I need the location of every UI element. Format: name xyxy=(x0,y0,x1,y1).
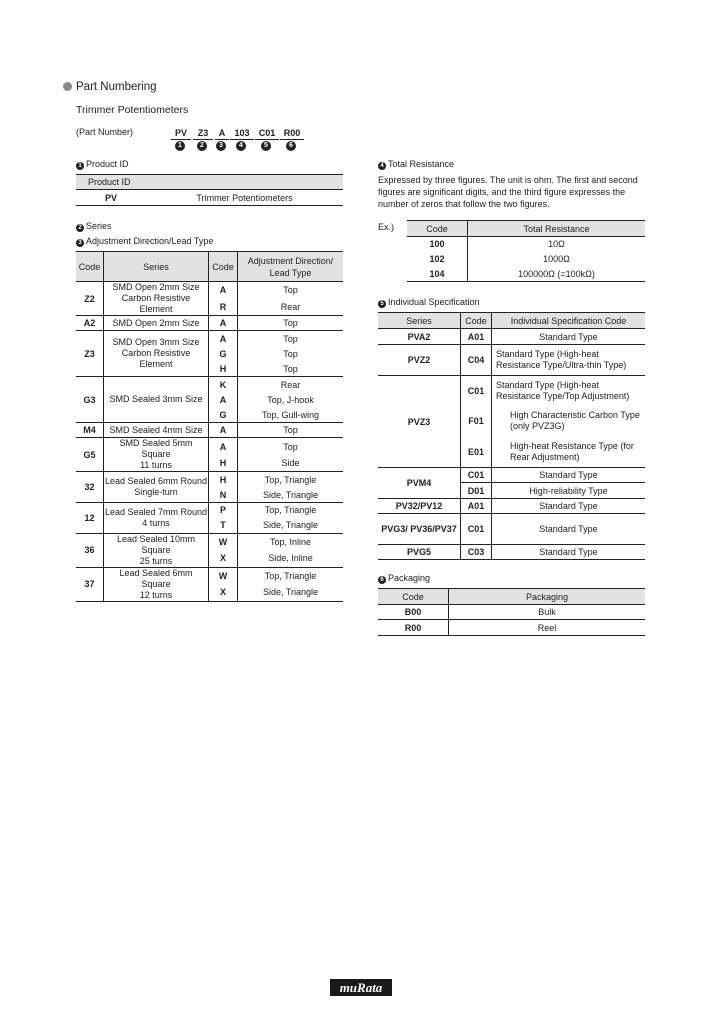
adj-code: K xyxy=(209,377,238,392)
adj-code: H xyxy=(209,455,238,472)
adj-code: A xyxy=(209,282,238,299)
series-code: M4 xyxy=(83,425,96,436)
adj-title: 3 Adjustment Direction/Lead Type xyxy=(76,236,213,247)
product-id-title: 1 Product ID xyxy=(76,159,129,170)
series-code: A2 xyxy=(83,318,96,329)
col-code: Code xyxy=(76,252,104,282)
adj-direction: Top, Triangle xyxy=(238,472,344,487)
series-name: SMD Open 2mm Size Carbon Resistive Element xyxy=(104,282,209,316)
adj-direction: Side, Triangle xyxy=(238,518,344,533)
tr-value: 1000Ω xyxy=(468,252,646,267)
is-code: C03 xyxy=(461,545,492,560)
is-desc: Standard Type xyxy=(492,545,646,560)
table-row xyxy=(76,331,343,346)
is-code: D01 xyxy=(461,483,492,499)
pn-field-packaging: R00 xyxy=(280,128,304,140)
adj-code: G xyxy=(209,407,238,422)
adj-code: H xyxy=(209,361,238,376)
pn-field-product-id: PV xyxy=(171,128,191,140)
is-code: F01 xyxy=(461,406,492,437)
pk-col-packaging: Packaging xyxy=(449,589,646,605)
adj-code: A xyxy=(209,438,238,455)
adj-direction: Top xyxy=(238,361,344,376)
adj-direction: Top xyxy=(238,423,344,438)
is-series: PVA2 xyxy=(407,331,431,342)
is-desc: High Characteristic Carbon Type (only PVZ3G) xyxy=(492,406,646,437)
series-title: 2 Series xyxy=(76,221,112,232)
total-resistance-paragraph: Expressed by three figures. The unit is ohm. The first and second figures are significant digits, and the third figure expresses the number of zeros that follow the two figures. xyxy=(378,175,638,209)
pk-col-code: Code xyxy=(378,589,449,605)
packaging-title: 6 Packaging xyxy=(378,573,430,584)
series-code: G5 xyxy=(83,449,96,460)
series-name: SMD Open 2mm Size xyxy=(104,316,209,331)
series-name: Lead Sealed 6mm Square 12 turns xyxy=(104,567,209,601)
marker-4-icon: 4 xyxy=(378,162,386,170)
is-code: C01 xyxy=(461,514,492,545)
is-code: A01 xyxy=(461,329,492,345)
table-row xyxy=(76,282,343,299)
tr-code: 104 xyxy=(429,268,445,279)
table-row xyxy=(76,423,343,438)
series-name: Lead Sealed 7mm Round 4 turns xyxy=(104,502,209,533)
table-row xyxy=(76,502,343,517)
tr-value: 10Ω xyxy=(468,237,646,252)
adj-direction: Top, J-hook xyxy=(238,392,344,407)
table-row xyxy=(76,316,343,331)
series-name: SMD Sealed 5mm Square 11 turns xyxy=(104,438,209,472)
series-code: 37 xyxy=(84,579,95,590)
is-desc: Standard Type xyxy=(492,514,646,545)
adj-direction: Side xyxy=(238,455,344,472)
series-name: SMD Sealed 3mm Size xyxy=(104,377,209,423)
is-code: C04 xyxy=(461,345,492,376)
is-series: PVG5 xyxy=(406,547,431,557)
adj-code: G xyxy=(209,346,238,361)
is-col-series: Series xyxy=(378,313,461,329)
tr-code: 100 xyxy=(429,239,445,250)
is-desc: Standard Type (High-heat Resistance Type/Top Adjustment) xyxy=(492,376,646,406)
bullet-dot-icon xyxy=(63,82,72,91)
series-name: SMD Sealed 4mm Size xyxy=(104,423,209,438)
adj-code: W xyxy=(209,567,238,584)
adj-direction: Top xyxy=(238,346,344,361)
marker-1-icon: 1 xyxy=(76,162,84,170)
marker-1-icon: 1 xyxy=(175,141,185,151)
series-code: 36 xyxy=(84,545,95,556)
adj-code: X xyxy=(209,550,238,567)
product-id-table xyxy=(76,174,343,206)
packaging-table xyxy=(378,588,645,636)
series-code: Z3 xyxy=(84,348,95,359)
table-row xyxy=(76,533,343,550)
adj-code: A xyxy=(209,331,238,346)
series-code: 12 xyxy=(84,512,95,523)
col-adj-code: Code xyxy=(209,252,238,282)
adj-direction: Rear xyxy=(238,299,344,316)
adj-code: A xyxy=(209,423,238,438)
adj-direction: Side, Triangle xyxy=(238,584,344,601)
series-table xyxy=(76,251,343,602)
total-resistance-title: 4 Total Resistance xyxy=(378,159,454,170)
is-code: C01 xyxy=(461,376,492,406)
adj-direction: Top, Triangle xyxy=(238,567,344,584)
adj-direction: Rear xyxy=(238,377,344,392)
is-desc: High-heat Resistance Type (for Rear Adjustment) xyxy=(492,437,646,468)
adj-code: A xyxy=(209,392,238,407)
total-resistance-table xyxy=(407,220,645,282)
adj-direction: Top xyxy=(238,282,344,299)
adj-direction: Top xyxy=(238,316,344,331)
is-series: PVG3/ PV36/PV37 xyxy=(381,524,457,534)
col-adj-dir: Adjustment Direction/ Lead Type xyxy=(238,252,344,282)
adj-code: X xyxy=(209,584,238,601)
tr-col-code: Code xyxy=(407,221,468,237)
tr-value: 100000Ω (=100kΩ) xyxy=(468,267,646,282)
marker-2-icon: 2 xyxy=(76,224,84,232)
is-series: PVZ2 xyxy=(407,355,431,365)
marker-3-icon: 3 xyxy=(216,141,226,151)
adj-direction: Top, Triangle xyxy=(238,502,344,517)
individual-spec-title: 5 Individual Specification xyxy=(378,297,480,308)
tr-col-resistance: Total Resistance xyxy=(468,221,646,237)
series-name: SMD Open 3mm Size Carbon Resistive Element xyxy=(104,331,209,377)
murata-logo: muRata xyxy=(330,979,392,996)
series-name: Lead Sealed 6mm Round Single-turn xyxy=(104,472,209,503)
is-code: E01 xyxy=(461,437,492,468)
table-row xyxy=(76,377,343,392)
adj-direction: Top xyxy=(238,438,344,455)
is-desc: High-reliability Type xyxy=(492,483,646,499)
series-code: 32 xyxy=(84,482,95,493)
adj-code: W xyxy=(209,533,238,550)
subheading: Trimmer Potentiometers xyxy=(76,104,189,116)
adj-code: T xyxy=(209,518,238,533)
is-series: PVZ3 xyxy=(407,416,431,427)
pk-code: R00 xyxy=(404,622,422,633)
product-id-header: Product ID xyxy=(76,175,343,190)
pn-field-spec: C01 xyxy=(255,128,279,140)
is-desc: Standard Type xyxy=(492,499,646,514)
adj-code: P xyxy=(209,502,238,517)
pk-code: B00 xyxy=(404,607,422,617)
pn-field-adjustment: A xyxy=(215,128,229,140)
section-heading: Part Numbering xyxy=(63,81,157,93)
is-series: PV32/PV12 xyxy=(395,501,443,511)
marker-5-icon: 5 xyxy=(261,141,271,151)
is-series: PVM4 xyxy=(406,478,432,488)
individual-spec-table xyxy=(378,312,645,560)
pn-field-series: Z3 xyxy=(193,128,213,140)
series-code: G3 xyxy=(83,394,96,405)
is-code: A01 xyxy=(461,499,492,514)
is-desc: Standard Type (High-heat Resistance Type/Ultra-thin Type) xyxy=(492,345,646,376)
marker-4-icon: 4 xyxy=(236,141,246,151)
table-row xyxy=(76,438,343,455)
is-col-code: Code xyxy=(461,313,492,329)
adj-code: A xyxy=(209,316,238,331)
adj-direction: Top, Inline xyxy=(238,533,344,550)
marker-2-icon: 2 xyxy=(197,141,207,151)
pk-value: Bulk xyxy=(449,605,646,620)
is-code: C01 xyxy=(461,468,492,483)
adj-direction: Top, Gull-wing xyxy=(238,407,344,422)
marker-3-icon: 3 xyxy=(76,239,84,247)
adj-code: R xyxy=(209,299,238,316)
is-desc: Standard Type xyxy=(492,329,646,345)
table-row xyxy=(76,567,343,584)
adj-direction: Side, Inline xyxy=(238,550,344,567)
adj-code: H xyxy=(209,472,238,487)
marker-6-icon: 6 xyxy=(286,141,296,151)
col-series: Series xyxy=(104,252,209,282)
adj-direction: Top xyxy=(238,331,344,346)
is-desc: Standard Type xyxy=(492,468,646,483)
adj-code: N xyxy=(209,487,238,502)
pk-value: Reel xyxy=(449,620,646,636)
example-label: Ex.) xyxy=(378,222,395,232)
is-col-desc: Individual Specification Code xyxy=(492,313,646,329)
product-id-desc: Trimmer Potentiometers xyxy=(196,192,293,203)
part-number-label: (Part Number) xyxy=(76,127,134,137)
series-code: Z2 xyxy=(84,293,95,304)
series-name: Lead Sealed 10mm Square 25 turns xyxy=(104,533,209,567)
marker-6-icon: 6 xyxy=(378,576,386,584)
marker-5-icon: 5 xyxy=(378,300,386,308)
adj-direction: Side, Triangle xyxy=(238,487,344,502)
tr-code: 102 xyxy=(429,254,445,264)
pn-field-resistance: 103 xyxy=(230,128,254,140)
table-row xyxy=(76,472,343,487)
product-id-code: PV xyxy=(104,192,117,203)
